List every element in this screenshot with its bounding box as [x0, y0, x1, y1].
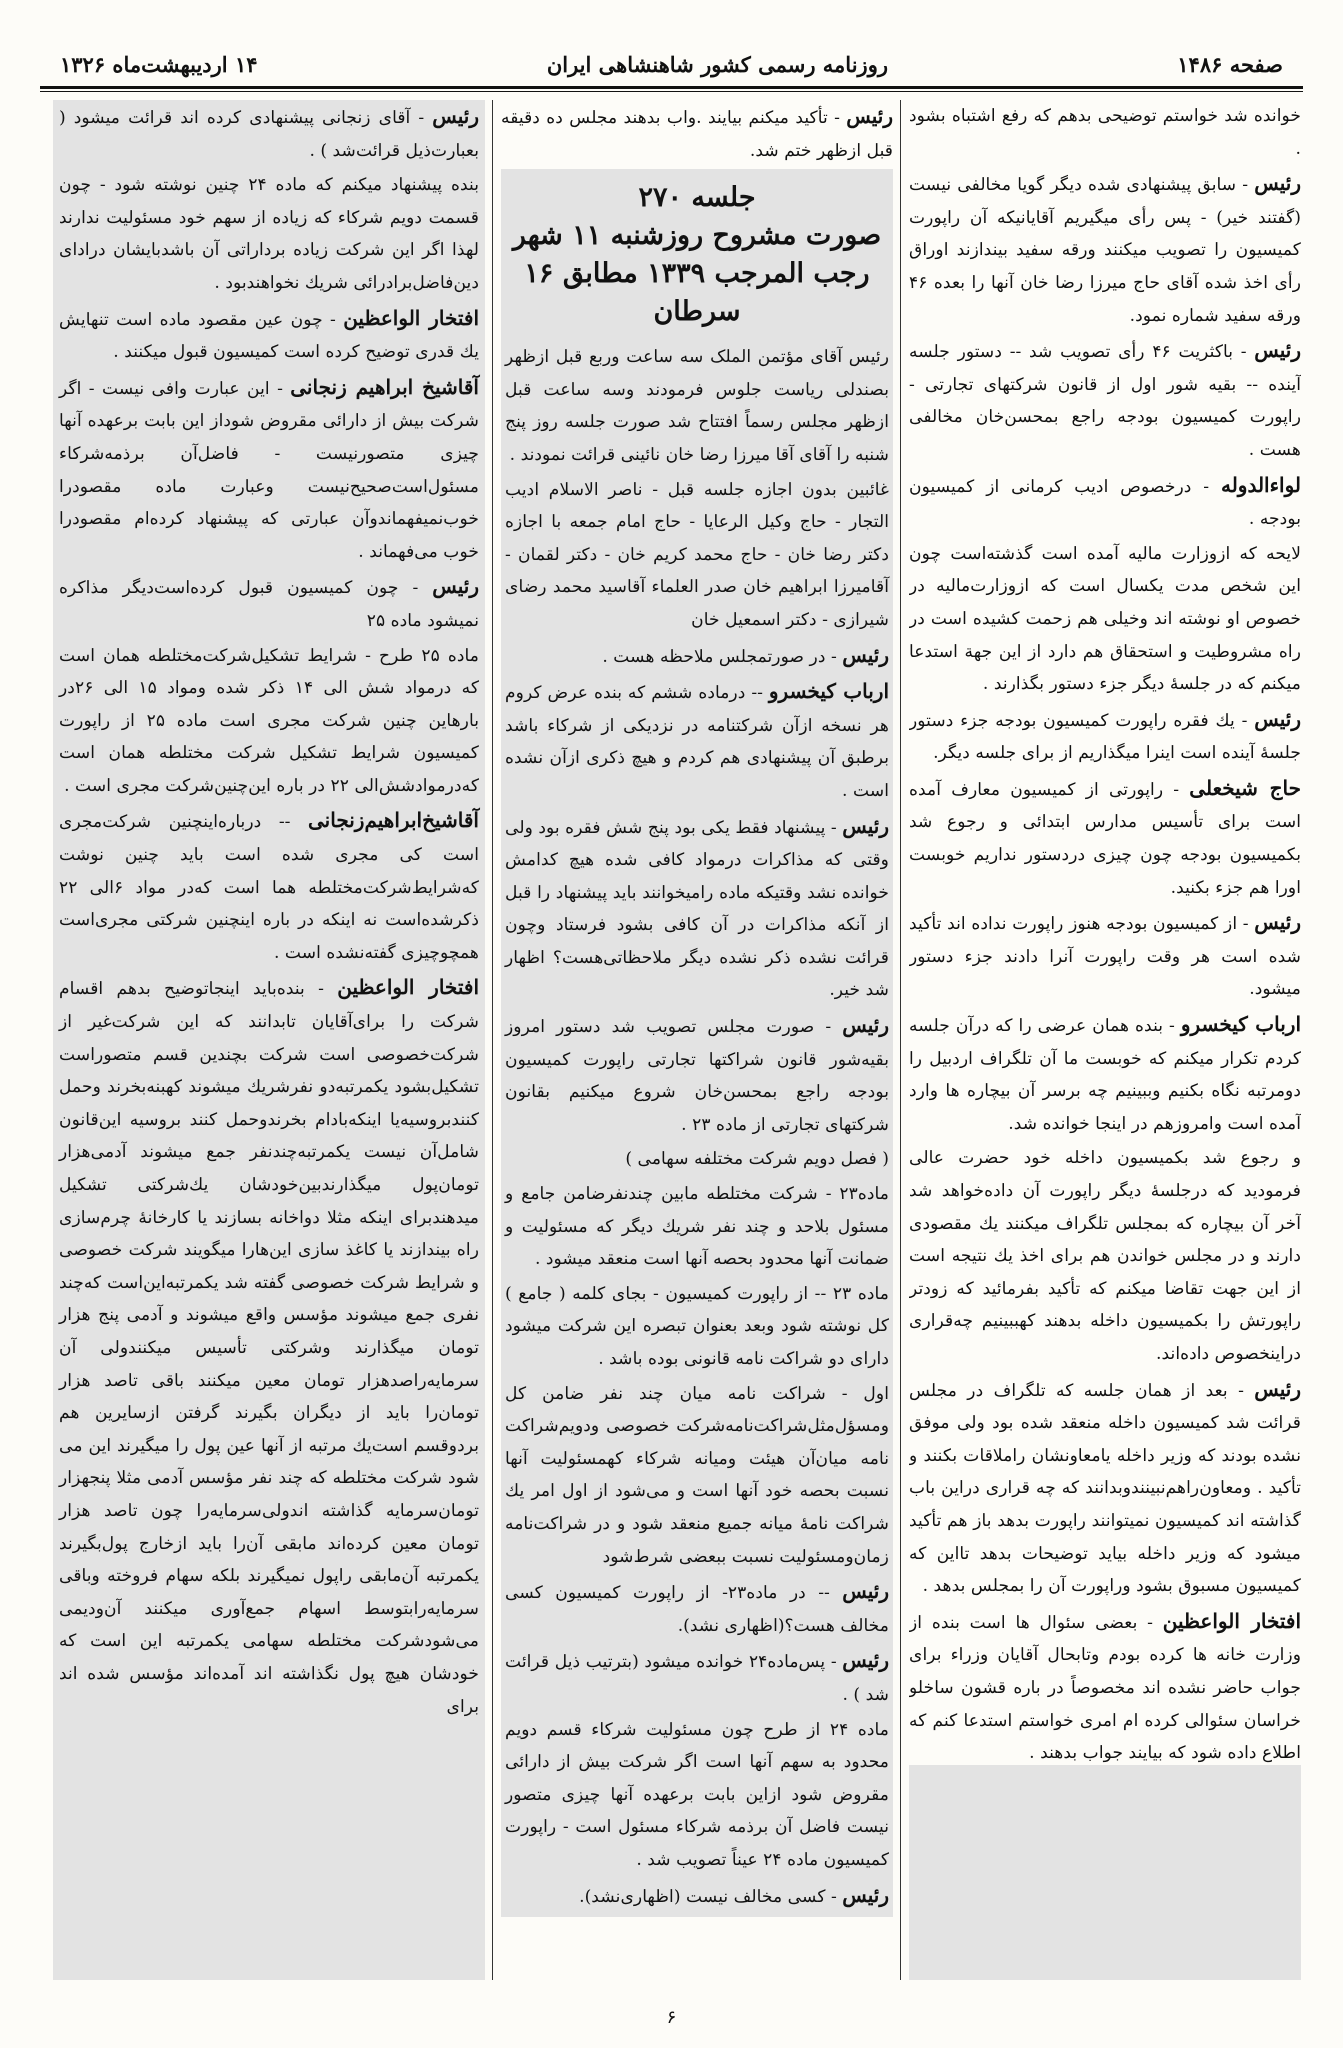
- speaker-name: رئیس: [432, 574, 479, 599]
- column-right: [909, 100, 1301, 1980]
- speaker-name: آقاشیخ‌ابراهیم‌زنجانی: [308, 808, 479, 833]
- speaker-name: رئیس: [1254, 338, 1301, 363]
- paragraph: [505, 1178, 889, 1276]
- paragraph-text: - پس‌ماده۲۴ خوانده میشود (بترتیب ذیل قرائت شد ) .: [505, 1652, 889, 1705]
- paragraph: [909, 1142, 1301, 1370]
- speaker-name: رئیس: [1254, 171, 1301, 196]
- paragraph-text: - بنده همان عرضی را که درآن جلسه کردم تکرار میکنم که خوبست ما آن تلگراف اردبیل را دومرتبه نگاه بکنیم وببینیم چه برسر آن بیچاره ها وارد آمده است وامروزهم در اینجا خوانده شد.: [909, 1016, 1301, 1134]
- paragraph: [909, 772, 1301, 904]
- paragraph-text: خوانده شد خواستم توضیحی بدهم که رفع اشتباه بشود .: [909, 106, 1301, 159]
- paragraph-text: - از کمیسیون بودجه هنوز راپورت نداده اند تأکید شده است هر وقت راپورت آنرا دادند جزء دستور میشود.: [909, 914, 1301, 1000]
- paragraph-text: - تأکید میکنم بیایند .واب بدهند مجلس ده دقیقه قبل ازظهر ختم شد.: [501, 108, 893, 161]
- paragraph: [909, 469, 1301, 536]
- speaker-name: رئیس: [842, 1648, 889, 1673]
- paragraph: [505, 1644, 889, 1711]
- paragraph-text: - باکثریت ۴۶ رأی تصویب شد -- دستور جلسه آینده -- بقیه شور اول از قانون شرکتهای تجارتی - راپورت کمیسیون بودجه راجع بمحسن‌خان مخالفی هست .: [909, 342, 1301, 460]
- shaded-session-block: [501, 169, 893, 1917]
- paragraph: [505, 1278, 889, 1376]
- paragraph: [505, 810, 889, 1008]
- column-middle-top: [501, 100, 893, 167]
- speaker-name: آقاشیخ ابراهیم زنجانی: [290, 374, 479, 399]
- speaker-name: رئیس: [842, 642, 889, 667]
- column-divider: [900, 100, 901, 1980]
- paragraph-text: - در صورتمجلس ملاحظه هست .: [602, 646, 843, 667]
- paragraph: [909, 334, 1301, 466]
- paragraph-text: ماده ۲۵ طرح - شرایط تشکیل‌شرکت‌مختلطه همان است که درمواد شش الی ۱۴ ذکر شده ومواد ۱۵ الی ۲۶در بارهاین چنین شرکت مجری است ماده ۲۵ از راپورت کمیسیون شرایط تشکیل شرکت مختلطه همان است که‌درمواد‌شش‌الی ۲۲ در باره این‌چنین‌شرکت مجری است .: [59, 645, 479, 796]
- page-header: [60, 44, 1283, 84]
- speaker-name: رئیس: [846, 104, 893, 128]
- speaker-name: رئیس: [1254, 706, 1301, 731]
- column-middle-body: [505, 341, 889, 1913]
- session-subtitle: صورت مشروح روزشنبه ۱۱ شهر رجب المرجب ۱۳۳۹ مطابق ۱۶ سرطان: [512, 220, 882, 328]
- paragraph-text: - بنده‌باید اینجاتوضیح بدهم اقسام شرکت را برای‌آقایان تابدانند که این شرکت‌غیر از شرکت‌خصوصی است شرکت بچندین قسم متصوراست تشکیل‌بشود یکمرتبه‌دو نفرشریك میشوند کهبنه‌بخرند وحمل کنندبروسیه‌یا اینکه‌بادام بخرندوحمل کنند بروسیه این‌قانون شامل‌آن نیست یکمرتبه‌چندنفر جمع میشوند آدمی‌هزار تومان‌پول میگذارندبین‌خودشان یك‌شرکتی تشکیل میدهندبرای اینکه مثلا دواخانه بسازند یا کارخانهٔ چرم‌سازی راه بیندازند یا کاغذ سازی این‌ها‌را میگویند شرکت خصوصی و شرایط شرکت خصوصی گفته شد یکمرتبه‌این‌است که‌چند نفری جمع میشوند مؤسس واقع میشوند و آدمی پنج هزار تومان میگذارند وشرکتی تأسیس میکنندولی آن سرمایه‌راصدهزار تومان معین میکنند باقی تاصد هزار تومان‌را باید از دیگران بگیرند گرفتن ازسایرین هم بردوقسم است‌یك مرتبه از آنها عین پول را میگیرند این می شود شرکت مختلطه که چند نفر مؤسس آدمی مثلا پنجهزار تومان‌سرمایه گذاشته اندولی‌سرمایه‌را چون تاصد هزار تومان معین کرده‌اند مابقی آن‌را باید ازخارج پول‌بگیرند یکمرتبه آن‌مابقی راپول نمیگیرند بلکه سهام فروخته وباقی سرمایه‌رابتوسط اسهام جمع‌آوری میکنند آن‌ودیمی می‌شودشرکت مختلطه سهامی یکمرتبه این است که خودشان هیچ پول نگذاشته اند آمده‌اند مؤسس شده اند برای: [59, 979, 479, 1717]
- paragraph: [505, 1575, 889, 1642]
- paragraph: [909, 167, 1301, 332]
- header-rule: [40, 86, 1303, 89]
- paragraph-text: غائبین بدون اجازه جلسه قبل - ناصر الاسلام ادیب التجار - حاج وکیل الرعایا - حاج امام جمعه با اجازه دکتر رضا خان - حاج محمد کریم خان - دکتر لقمان - آقامیرزا ابراهیم خان صدر العلماء آقاسید محمد رضای شیرازی - دکتر اسمعیل خان: [505, 479, 889, 630]
- paragraph: [59, 302, 479, 369]
- paragraph: [909, 906, 1301, 1006]
- paragraph: [505, 1009, 889, 1141]
- page-label: صفحه ۱۴۸۶: [1177, 51, 1283, 77]
- speaker-name: افتخار الواعظین: [337, 975, 479, 1000]
- paragraph: [505, 1143, 889, 1176]
- speaker-name: رئیس: [432, 104, 479, 128]
- paragraph-text: - کسی مخالف نیست (اظهاری‌نشد).: [579, 1886, 843, 1907]
- page-number: ۶: [666, 2007, 677, 2028]
- paragraph: [59, 640, 479, 803]
- speaker-name: رئیس: [1254, 1376, 1301, 1401]
- paragraph-text: ماده ۲۴ از طرح چون مسئولیت شرکاء قسم دویم محدود به سهم آنها است اگر شرکت بیش از دارائی مقروض شود ازاین بابت برعهده آنها چیزی متصور نیست فاضل آن برذمه شرکاء مسئول است - راپورت کمیسیون ماده ۲۴ عیناً تصویب شد .: [505, 1719, 889, 1870]
- speaker-name: رئیس: [842, 1013, 889, 1038]
- paragraph-text: ( فصل دویم شرکت مختلفه سهامی ): [625, 1149, 889, 1170]
- paragraph: [505, 474, 889, 637]
- paragraph: [501, 100, 893, 167]
- paragraph-text: - راپورتی از کمیسیون معارف آمده است برای تأسیس مدارس ابتدائی و رجوع شد بکمیسیون بودجه چون چیزی دردستور نداریم خوبست اورا هم جزء بکنید.: [909, 779, 1301, 898]
- paragraph: [59, 100, 479, 167]
- paragraph-text: رئیس آقای مؤتمن الملک سه ساعت وربع قبل ازظهر بصندلی ریاست جلوس فرمودند وسه ساعت قبل ازظهر مجلس رسماً افتتاح شد صورت جلسه روز پنج شنبه را آقای آقا میرزا رضا خان نائینی قرائت نمودند .: [505, 347, 889, 465]
- paragraph-text: - بعضی سئوال ها است بنده از وزارت خانه ها کرده بودم وتابحال آقایان وزراء برای جواب حاضر نشده اند مخصوصاً در باره قشون ساخلو خراسان سئوالی کرده ام امری خواستم استدعا کنم که اطلاع داده شود که بیایند جواب بدهند .: [909, 1612, 1301, 1764]
- paragraph: [505, 675, 889, 807]
- paragraph: [909, 1605, 1301, 1770]
- header-rule-thin: [40, 91, 1303, 92]
- speaker-name: ارباب کیخسرو: [768, 679, 890, 704]
- speaker-name: حاج شیخعلی: [1189, 775, 1301, 800]
- paragraph-text: - چون کمیسیون قبول کرده‌است‌دیگر مذاکره نمیشود ماده ۲۵: [59, 578, 479, 631]
- speaker-name: لواءالدوله: [1220, 472, 1301, 497]
- paragraph: [909, 100, 1301, 165]
- issue-date: ۱۴ اردیبهشت‌ماه ۱۳۲۶: [60, 51, 258, 77]
- session-number: جلسه ۲۷۰: [638, 182, 756, 214]
- column-divider: [492, 100, 493, 1980]
- paragraph: [59, 971, 479, 1723]
- newspaper-title: روزنامه رسمی کشور شاهنشاهی ایران: [546, 51, 888, 77]
- paragraph-text: - درخصوص ادیب کرمانی از کمیسیون بودجه .: [909, 476, 1301, 530]
- paragraph-text: -- در‌باره‌اینچنین شرکت‌مجری است کی مجری شده است باید چنین نوشت که‌شرایط‌شرکت‌مختلطه هما است که‌در مواد ۶الی ۲۲ ذکرشده‌است نه اینکه در باره اینچنین شرکتی مجری‌است همچوچیزی گفته‌نشده است .: [59, 812, 479, 963]
- paragraph: [59, 371, 479, 569]
- speaker-name: رئیس: [842, 1882, 889, 1907]
- paragraph: [59, 570, 479, 637]
- paragraph-text: ماده ۲۳ -- از راپورت کمیسیون - بجای کلمه ( جامع ) کل نوشته شود وبعد بعنوان تبصره این شرکت میشود دارای دو شراکت نامه قانونی بوده باشد .: [505, 1283, 889, 1369]
- paragraph: [909, 538, 1301, 701]
- speaker-name: افتخار الواعظین: [1162, 1608, 1301, 1633]
- speaker-name: ارباب کیخسرو: [1180, 1012, 1301, 1037]
- paragraph: [59, 804, 479, 969]
- paragraph: [909, 1008, 1301, 1140]
- paragraph-text: ماده۲۳ - شرکت مختلطه مابین چندنفرضامن جامع و مسئول بلاحد و چند نفر شریك دیگر که مسئولیت و ضمانت آنها محدود بحصه آنها است منعقد میشود .: [505, 1184, 889, 1270]
- paragraph: [909, 703, 1301, 770]
- paragraph-text: -- درماده ششم که بنده عرض کروم هر نسخه ازآن شرکتنامه در نزدیکی از شرکاء باشد برطبق آن پیشنهادی هم کردم و هیچ ذکری ازآن نشده است .: [505, 683, 889, 801]
- paragraph-text: - آقای زنجانی پیشنهادی کرده اند قرائت میشود ( بعبارت‌ذیل قرائت‌شد ) .: [59, 108, 479, 161]
- column-middle: [501, 100, 893, 1980]
- paragraph: [505, 1879, 889, 1914]
- paragraph: [505, 341, 889, 471]
- speaker-name: رئیس: [842, 1579, 890, 1604]
- paragraph-text: بنده پیشنهاد میکنم که ماده ۲۴ چنین نوشته شود - چون قسمت دویم شرکاء که زیاده از سهم خود مسئولیت ندارند لهذا اگر این شرکت زیاده برداراتی آن باشدبایشان درادای دین‌فاضل‌برادرائی شریك نخواهند‌بود .: [59, 175, 479, 293]
- paragraph-text: - چون عین مقصود ماده است تنهایش یك قدری توضیح کرده است کمیسیون قبول میکنند .: [59, 309, 479, 363]
- column-left: [53, 100, 485, 1980]
- paragraph-text: - پیشنهاد فقط یکی بود پنج شش فقره بود ولی وقتی که مذاکرات درمواد کافی شده هیچ کدامش خوانده نشد وقتیکه ماده رامیخوانند باید پیشنهاد را قبل از آنکه مذاکرات در آن کافی بشود فرستاد وچون قرائت نشده ذکر نشده دیگر ملاحظاتی‌هست؟ اظهار شد خیر.: [505, 817, 889, 1001]
- paragraph: [909, 1373, 1301, 1603]
- paragraph: [505, 1714, 889, 1877]
- paragraph-text: اول - شراکت نامه میان چند نفر ضامن کل ومسؤل‌مثل‌شراکت‌نامه‌شرکت خصوصی ودویم‌شراکت نامه میان‌آن هیئت ومیانه شرکاء کهمسئولیت آنها نسبت بحصه خود آنها است و می‌شود از اول امر یك شراکت نامهٔ میانه جمیع منعقد شود و در شراکت‌نامه زمان‌ومسئولیت نسبت ببعضی شرط‌شود: [505, 1383, 889, 1567]
- paragraph-text: لایحه که ازوزارت مالیه آمده است گذشته‌است چون این شخص مدت یکسال است که ازوزارت‌مالیه در خصوص او نوشته اند وخیلی هم زحمت کشیده است در راه مشروطیت و استحقاق هم دارد از این جهة استدعا میکنم که در جلسهٔ دیگر جزء دستور بگذارند .: [909, 543, 1301, 695]
- paragraph-text: -- در ماده۲۳- از راپورت کمیسیون کسی مخالف هست؟(اظهاری نشد).: [505, 1583, 889, 1636]
- paragraph: [59, 169, 479, 299]
- paragraph: [505, 1378, 889, 1574]
- paragraph-text: - این عبارت وافی نیست - اگر شرکت بیش از دارائی مقروض شوداز این بابت برعهده آنها چیزی متصورنیست - فاضل‌آن برذمه‌شرکاء مسئول‌است‌صحیح‌نیست وعبارت ماده مقصودرا خوب‌نمیفهماندوآن عبارتی که پیشنهاد کرده‌ام مقصودرا خوب می‌فهماند .: [59, 378, 479, 562]
- paragraph-text: - سابق پیشنهادی شده دیگر گویا مخالفی نیست (گفتند خیر) - پس رأی میگیریم آقایانیکه آن راپورت کمیسیون را تصویب میکنند ورقه سفید بیندازند اوراق رأی اخذ شده آقای حاج میرزا رضا خان آنها را بعده ۴۶ ورقه سفید شماره نمود.: [909, 175, 1301, 326]
- paragraph-text: - بعد از همان جلسه که تلگراف در مجلس قرائت شد کمیسیون داخله منعقد شده بود ولی موفق نشده بودند که وزیر داخله یامعاونشان راملاقات بکنند و تأکید . ومعاون‌راهم‌نبینندو‌بدانند که چه قراری دراین باب گذاشته اند کمیسیون نمیتوانند راپورت بدهد باز هم تأکید میشود که وزیر داخله بیاید توضیحات بدهد تااین که کمیسیون مسبوق بشود وراپورت آن را بمجلس بدهد .: [909, 1380, 1301, 1597]
- paragraph: [505, 639, 889, 674]
- paragraph-text: و رجوع شد بکمیسیون داخله خود حضرت عالی فرمودید که درجلسهٔ دیگر راپورت آن داده‌خواهد شد آخر آن بیچاره که بمجلس تلگراف میکنند یك مقصودی دارند و در مجلس خواندن هم برای اخذ یك نتیجه است از این جهت تقاضا میکنم که تأکید بفرمائید که زودتر راپورتش را بکمیسیون داخله بدهند کهببینیم چه‌قراری دراینخصوص داده‌اند.: [909, 1148, 1301, 1364]
- speaker-name: رئیس: [1254, 910, 1301, 935]
- session-title: [505, 179, 889, 331]
- speaker-name: افتخار الواعظین: [343, 305, 479, 330]
- paragraph-text: - یك فقره راپورت کمیسیون بودجه جزء دستور جلسهٔ آینده است اینرا میگذاریم از برای جلسه دیگر.: [909, 710, 1301, 764]
- speaker-name: رئیس: [842, 813, 889, 838]
- paragraph-text: - صورت مجلس تصویب شد دستور امروز بقیه‌شور قانون شراکتها تجارتی راپورت کمیسیون بودجه راجع بمحسن‌خان شروع میکنیم بقانون شرکتهای تجارتی از ماده ۲۳ .: [505, 1017, 889, 1135]
